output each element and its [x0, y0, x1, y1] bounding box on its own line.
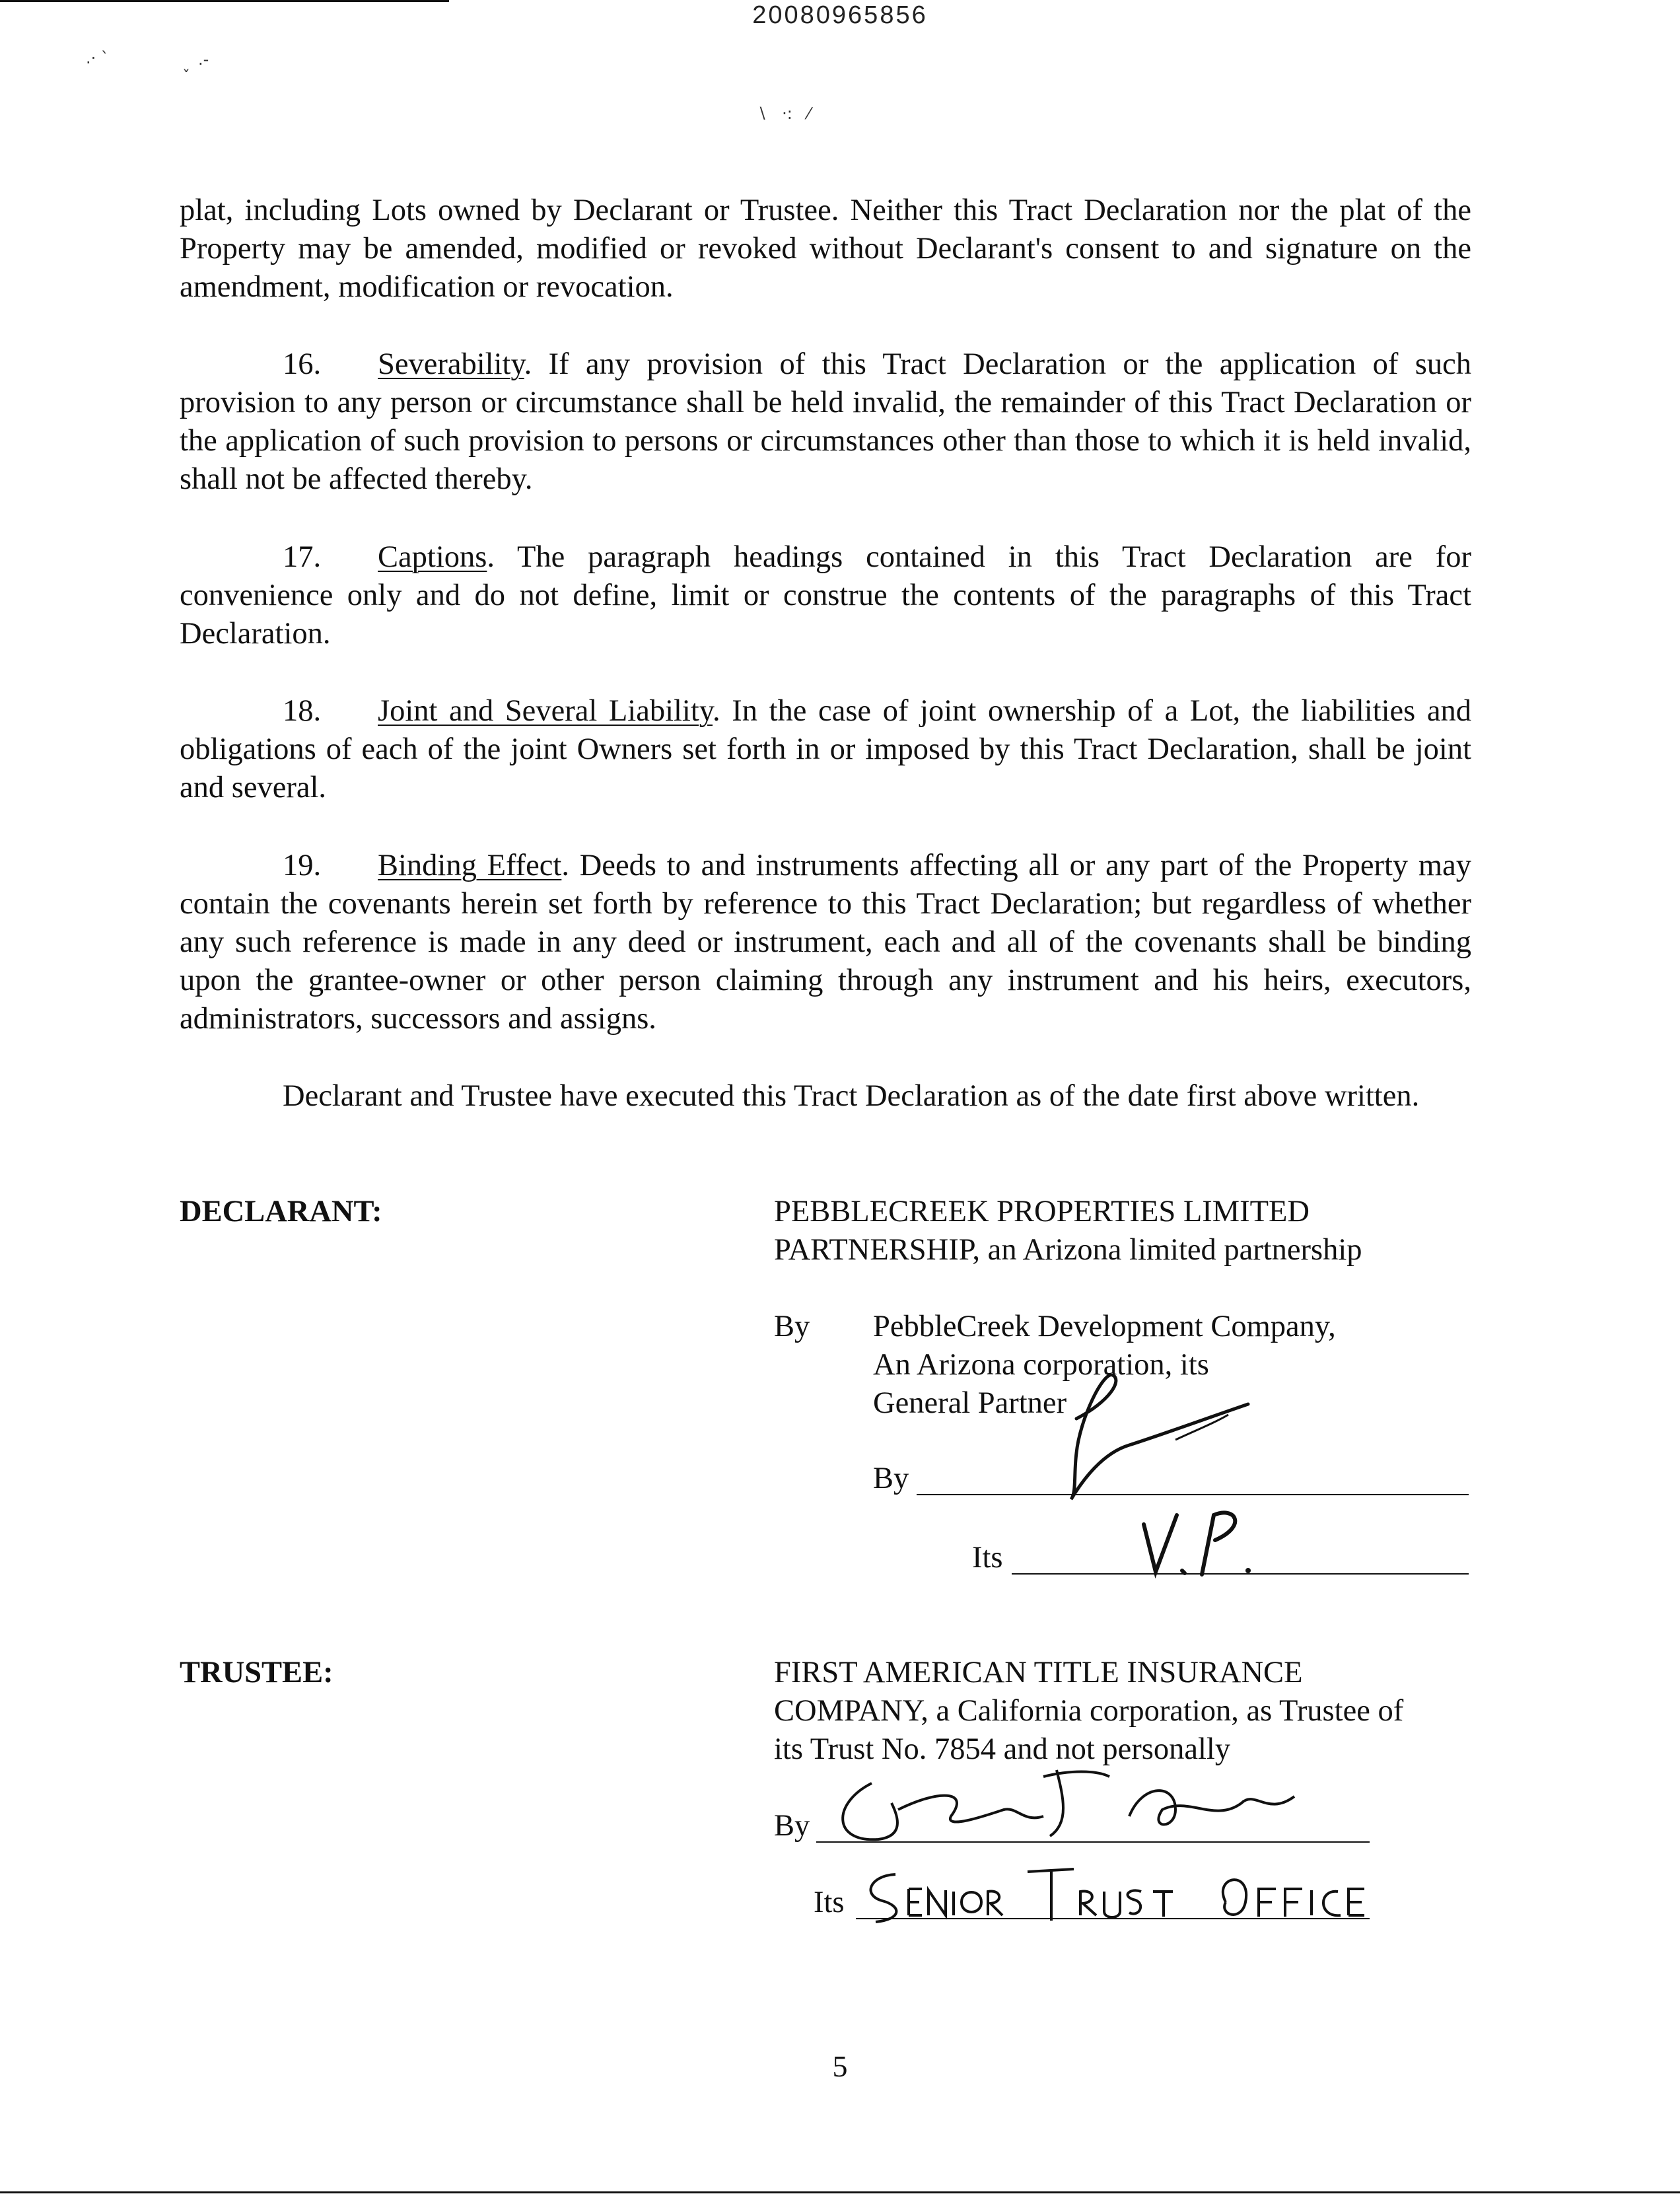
trustee-signature-line — [816, 1841, 1370, 1843]
general-partner-line1: PebbleCreek Development Company, — [873, 1310, 1336, 1343]
section-text: . The paragraph headings contained in this Tract Declaration are for convenience only and do not define, limit or construe the contents of the paragraphs of this Tract Declaration. — [180, 540, 1471, 651]
scan-speck: ∖ ·: ⁄ — [757, 104, 810, 123]
section-text: . In the case of joint ownership of a Lot, the liabilities and obligations of each of the joint Owners set forth in or imposed by this Tract Declaration, shall be joint and several. — [180, 694, 1471, 804]
section-16 — [180, 345, 1471, 499]
trustee-its-label: Its — [814, 1886, 845, 1919]
declarant-entity-line2: PARTNERSHIP, an Arizona limited partnership — [774, 1233, 1362, 1267]
declarant-label: DECLARANT: — [180, 1195, 382, 1228]
declarant-by-label: By — [774, 1310, 810, 1343]
declarant-signature-line — [917, 1494, 1469, 1495]
section-heading: Severability — [378, 347, 524, 381]
declarant-its-label: Its — [972, 1541, 1003, 1575]
trustee-entity-line3: its Trust No. 7854 and not personally — [774, 1732, 1231, 1766]
closing-statement: Declarant and Trustee have executed this Tract Declaration as of the date first above written. — [283, 1079, 1420, 1113]
declarant-its-handwriting — [1136, 1506, 1281, 1578]
trustee-entity-line2: COMPANY, a California corporation, as Trustee of — [774, 1694, 1404, 1728]
declarant-its-line — [1012, 1573, 1469, 1575]
section-heading: Binding Effect — [378, 849, 562, 882]
trustee-its-line — [856, 1918, 1370, 1919]
continuation-paragraph: plat, including Lots owned by Declarant or Trustee. Neither this Tract Declaration nor the plat of the Property may be amended, modified or revoked without Declarant's consent to and signature on the amendment, modification or revocation. — [180, 194, 1471, 304]
trustee-label: TRUSTEE: — [180, 1656, 333, 1689]
trustee-entity-line1: FIRST AMERICAN TITLE INSURANCE — [774, 1656, 1303, 1689]
page-number: 5 — [832, 2049, 848, 2083]
general-partner-line3: General Partner — [873, 1386, 1067, 1420]
scan-speck: .· ` — [86, 49, 109, 67]
trustee-by-label: By — [774, 1809, 810, 1843]
section-number: 18. — [283, 694, 322, 728]
declarant-entity-line1: PEBBLECREEK PROPERTIES LIMITED — [774, 1195, 1310, 1228]
section-text: . If any provision of this Tract Declaration or the application of such provision to any person or circumstance shall be held invalid, the remainder of this Tract Declaration or the application of such provision to persons or circumstances other than those to which it is held invalid, shall not be affected thereby. — [180, 347, 1471, 496]
section-19 — [180, 847, 1471, 1038]
section-17 — [180, 538, 1471, 653]
section-heading: Captions — [378, 540, 487, 574]
section-number: 16. — [283, 347, 322, 381]
declarant-signature-by-label: By — [873, 1462, 909, 1495]
general-partner-line2: An Arizona corporation, its — [873, 1348, 1209, 1382]
scan-speck: ˇ — [182, 67, 190, 86]
document-number: 20080965856 — [752, 1, 928, 29]
section-heading: Joint and Several Liability — [378, 694, 713, 728]
section-18 — [180, 692, 1471, 807]
section-number: 19. — [283, 849, 322, 882]
section-text: . Deeds to and instruments affecting all or any part of the Property may contain the covenants herein set forth by reference to this Tract Declaration; but regardless of whether any such reference is made in any deed or instrument, each and all of the covenants shall be binding upon the grantee-owner or other person claiming through any instrument and his heirs, executors, administrators, successors and assigns. — [180, 849, 1471, 1036]
bottom-rule — [0, 2191, 1680, 2193]
scan-speck: .- — [198, 50, 209, 69]
section-number: 17. — [283, 540, 322, 574]
